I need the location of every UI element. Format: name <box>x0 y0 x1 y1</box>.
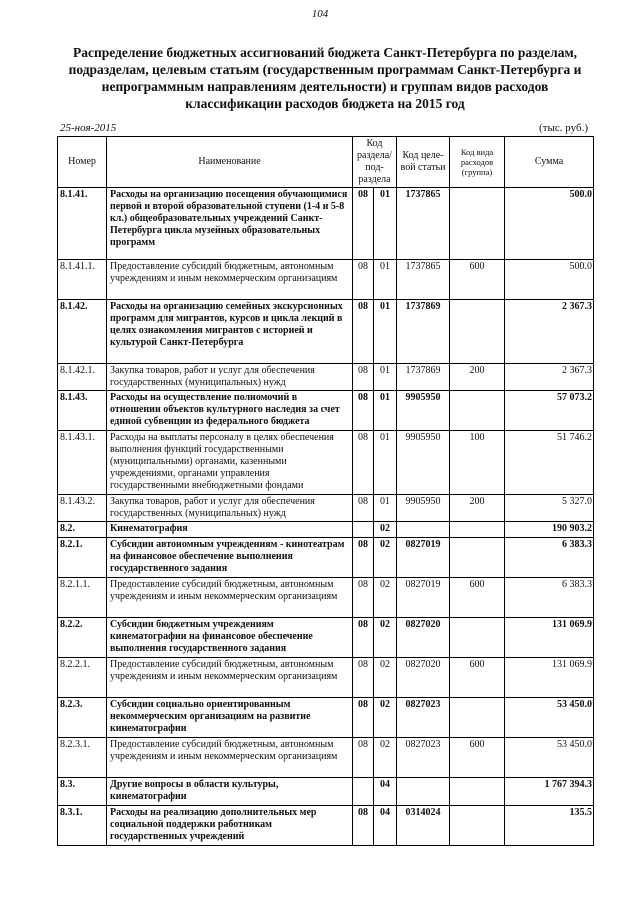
header-number: Номер <box>58 137 107 188</box>
row-name: Другие вопросы в области культуры, кинематографии <box>107 778 353 806</box>
row-subsection: 01 <box>374 188 397 260</box>
row-sum: 500.0 <box>505 188 594 260</box>
row-section: 08 <box>353 431 374 495</box>
row-kind <box>450 778 505 806</box>
row-article: 1737865 <box>397 260 450 300</box>
rownum: 8.2.1. <box>58 538 107 578</box>
page-number: 104 <box>311 8 329 20</box>
row-kind <box>450 522 505 538</box>
rownum: 8.1.42.1. <box>58 364 107 391</box>
row-subsection: 02 <box>374 538 397 578</box>
row-section: 08 <box>353 806 374 846</box>
row-section: 08 <box>353 658 374 698</box>
row-name: Закупка товаров, работ и услуг для обеспечения государственных (муниципальных) нужд <box>107 495 353 522</box>
row-article: 0314024 <box>397 806 450 846</box>
row-kind: 200 <box>450 495 505 522</box>
table-row <box>58 391 594 431</box>
row-section: 08 <box>353 391 374 431</box>
row-sum: 5 327.0 <box>505 495 594 522</box>
rownum: 8.2.2. <box>58 618 107 658</box>
row-section: 08 <box>353 618 374 658</box>
row-kind: 600 <box>450 738 505 778</box>
row-subsection: 02 <box>374 658 397 698</box>
budget-table-container <box>57 136 593 846</box>
row-name: Субсидии бюджетным учреждениям кинематографии на финансовое обеспечение выполнения государственного задания <box>107 618 353 658</box>
row-article: 0827019 <box>397 578 450 618</box>
row-article: 0827020 <box>397 618 450 658</box>
rownum: 8.2. <box>58 522 107 538</box>
row-name: Предоставление субсидий бюджетным, автономным учреждениям и иным некоммерческим организациям <box>107 260 353 300</box>
table-row <box>58 578 594 618</box>
row-kind: 600 <box>450 658 505 698</box>
table-body <box>58 188 594 846</box>
table-row <box>58 495 594 522</box>
row-subsection: 01 <box>374 364 397 391</box>
table-row <box>58 778 594 806</box>
table-row <box>58 698 594 738</box>
row-name: Предоставление субсидий бюджетным, автономным учреждениям и иным некоммерческим организациям <box>107 578 353 618</box>
row-subsection: 04 <box>374 778 397 806</box>
row-sum: 57 073.2 <box>505 391 594 431</box>
row-subsection: 01 <box>374 431 397 495</box>
row-article <box>397 778 450 806</box>
rownum: 8.1.43. <box>58 391 107 431</box>
budget-table <box>57 136 594 846</box>
units-label: (тыс. руб.) <box>539 122 588 134</box>
row-sum: 6 383.3 <box>505 578 594 618</box>
row-article: 0827020 <box>397 658 450 698</box>
row-subsection: 02 <box>374 522 397 538</box>
table-row <box>58 738 594 778</box>
row-kind: 600 <box>450 578 505 618</box>
table-row <box>58 364 594 391</box>
row-section: 08 <box>353 495 374 522</box>
header-name: Наименование <box>107 137 353 188</box>
row-subsection: 02 <box>374 738 397 778</box>
rownum: 8.3. <box>58 778 107 806</box>
row-section: 08 <box>353 538 374 578</box>
document-date: 25-ноя-2015 <box>60 122 117 134</box>
row-article <box>397 522 450 538</box>
rownum: 8.2.2.1. <box>58 658 107 698</box>
row-sum: 135.5 <box>505 806 594 846</box>
table-row <box>58 522 594 538</box>
row-kind <box>450 300 505 364</box>
table-row <box>58 300 594 364</box>
row-article: 0827023 <box>397 698 450 738</box>
row-subsection: 01 <box>374 300 397 364</box>
row-subsection: 04 <box>374 806 397 846</box>
row-kind <box>450 391 505 431</box>
row-name: Расходы на осуществление полномочий в отношении объектов культурного наследия за счет единой субвенции из федерального бюджета <box>107 391 353 431</box>
row-sum: 500.0 <box>505 260 594 300</box>
row-sum: 131 069.9 <box>505 618 594 658</box>
row-sum: 1 767 394.3 <box>505 778 594 806</box>
table-row <box>58 618 594 658</box>
row-kind <box>450 698 505 738</box>
row-article: 0827019 <box>397 538 450 578</box>
row-section: 08 <box>353 578 374 618</box>
row-subsection: 01 <box>374 260 397 300</box>
row-sum: 53 450.0 <box>505 738 594 778</box>
row-name: Расходы на реализацию дополнительных мер социальной поддержки работникам государственных учреждений <box>107 806 353 846</box>
row-name: Кинематография <box>107 522 353 538</box>
row-name: Закупка товаров, работ и услуг для обеспечения государственных (муниципальных) нужд <box>107 364 353 391</box>
row-article: 9905950 <box>397 391 450 431</box>
row-section: 08 <box>353 738 374 778</box>
row-sum: 6 383.3 <box>505 538 594 578</box>
table-row <box>58 431 594 495</box>
table-row <box>58 658 594 698</box>
row-sum: 51 746.2 <box>505 431 594 495</box>
row-article: 9905950 <box>397 495 450 522</box>
rownum: 8.2.3. <box>58 698 107 738</box>
row-section: 08 <box>353 364 374 391</box>
table-row <box>58 188 594 260</box>
rownum: 8.1.43.1. <box>58 431 107 495</box>
row-section <box>353 522 374 538</box>
table-row <box>58 538 594 578</box>
row-subsection: 02 <box>374 698 397 738</box>
row-subsection: 01 <box>374 495 397 522</box>
row-article: 1737869 <box>397 300 450 364</box>
row-name: Предоставление субсидий бюджетным, автономным учреждениям и иным некоммерческим организациям <box>107 658 353 698</box>
table-header-row <box>58 137 594 188</box>
row-section: 08 <box>353 188 374 260</box>
row-section <box>353 778 374 806</box>
rownum: 8.1.41. <box>58 188 107 260</box>
row-kind: 600 <box>450 260 505 300</box>
rownum: 8.2.1.1. <box>58 578 107 618</box>
row-name: Субсидии автономным учреждениям - кинотеатрам на финансовое обеспечение выполнения государственного задания <box>107 538 353 578</box>
row-kind: 200 <box>450 364 505 391</box>
row-kind: 100 <box>450 431 505 495</box>
row-kind <box>450 538 505 578</box>
row-subsection: 01 <box>374 391 397 431</box>
row-sum: 190 903.2 <box>505 522 594 538</box>
rownum: 8.1.42. <box>58 300 107 364</box>
row-kind <box>450 618 505 658</box>
row-subsection: 02 <box>374 618 397 658</box>
row-name: Расходы на выплаты персоналу в целях обеспечения выполнения функций государственными (муниципальными) органами, казенными учреждениями, органами управления государственными внебюджетными фондами <box>107 431 353 495</box>
rownum: 8.1.43.2. <box>58 495 107 522</box>
header-sum: Сумма <box>505 137 594 188</box>
row-name: Расходы на организацию семейных экскурсионных программ для мигрантов, курсов и цикла лекций в целях ознакомления мигрантов с историей и культурой Санкт-Петербурга <box>107 300 353 364</box>
header-kind: Код вида расходов (группа) <box>450 137 505 188</box>
header-section: Код раздела/ под- раздела <box>353 137 397 188</box>
row-sum: 53 450.0 <box>505 698 594 738</box>
row-section: 08 <box>353 698 374 738</box>
row-article: 0827023 <box>397 738 450 778</box>
row-sum: 2 367.3 <box>505 364 594 391</box>
rownum: 8.3.1. <box>58 806 107 846</box>
rownum: 8.2.3.1. <box>58 738 107 778</box>
rownum: 8.1.41.1. <box>58 260 107 300</box>
row-article: 9905950 <box>397 431 450 495</box>
row-sum: 2 367.3 <box>505 300 594 364</box>
row-sum: 131 069.9 <box>505 658 594 698</box>
row-name: Предоставление субсидий бюджетным, автономным учреждениям и иным некоммерческим организациям <box>107 738 353 778</box>
header-article: Код целе- вой статьи <box>397 137 450 188</box>
table-row <box>58 260 594 300</box>
row-section: 08 <box>353 300 374 364</box>
row-name: Субсидии социально ориентированным некоммерческим организациям на развитие кинематографии <box>107 698 353 738</box>
table-row <box>58 806 594 846</box>
row-subsection: 02 <box>374 578 397 618</box>
row-section: 08 <box>353 260 374 300</box>
row-article: 1737869 <box>397 364 450 391</box>
row-kind <box>450 806 505 846</box>
row-article: 1737865 <box>397 188 450 260</box>
row-name: Расходы на организацию посещения обучающимися первой и второй образовательной ступени (1-4 и 5-8 кл.) общеобразовательных учреждений Санкт-Петербурга цикла музейных образовательных программ <box>107 188 353 260</box>
row-kind <box>450 188 505 260</box>
document-title: Распределение бюджетных ассигнований бюджета Санкт-Петербурга по разделам, подразделам, целевым статьям (государственным программам Санкт-Петербурга и непрограммным направлениям деятельности) и группам видов расходов классификации расходов бюджета на 2015 год <box>68 45 582 111</box>
